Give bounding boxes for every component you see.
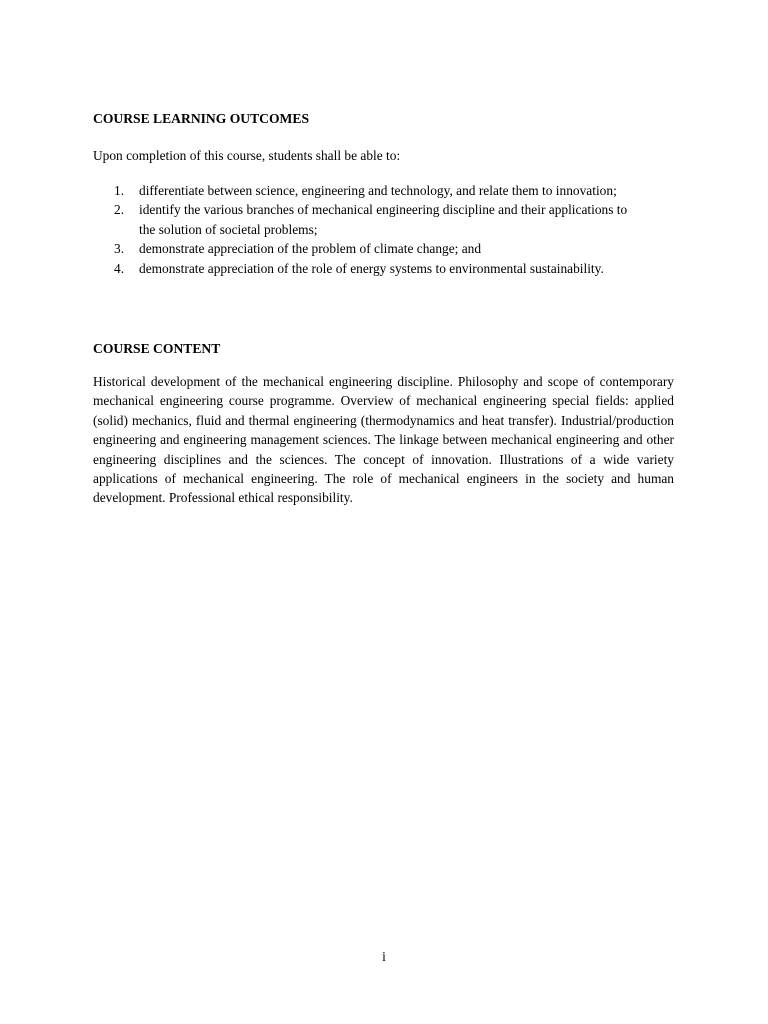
outcome-text: identify the various branches of mechanical engineering discipline and their applications to the solution of societal problems; <box>139 202 628 237</box>
outcomes-intro: Upon completion of this course, students shall be able to: <box>93 148 401 163</box>
page-number: i <box>382 949 386 964</box>
outcome-item <box>93 200 633 239</box>
outcomes-heading: COURSE LEARNING OUTCOMES <box>93 111 310 126</box>
outcome-item <box>93 181 633 200</box>
outcome-item <box>93 239 633 258</box>
outcome-item <box>93 259 633 278</box>
outcome-number: 3. <box>114 241 125 257</box>
content-paragraph: Historical development of the mechanical engineering discipline. Philosophy and scope of contemporary mechanical engineering course programme. Overview of mechanical engineering special fields: applied (solid) mechanics, fluid and thermal engineering (thermodynamics and heat transfer). Industrial/production engineering and engineering management sciences. The linkage between mechanical engineering and other engineering disciplines and the sciences. The concept of innovation. Illustrations of a wide variety applications of mechanical engineering. The role of mechanical engineers in the society and human development. Professional ethical responsibility. <box>93 374 674 506</box>
outcome-number: 1. <box>114 183 125 198</box>
outcome-text: differentiate between science, engineering and technology, and relate them to innovation; <box>139 183 617 198</box>
outcomes-list <box>93 181 633 278</box>
outcome-text: demonstrate appreciation of the problem of climate change; and <box>139 241 482 257</box>
outcome-number: 2. <box>114 202 125 218</box>
content-heading: COURSE CONTENT <box>93 341 221 356</box>
outcome-text: demonstrate appreciation of the role of energy systems to environmental sustainability. <box>139 260 604 276</box>
outcome-number: 4. <box>114 260 125 276</box>
